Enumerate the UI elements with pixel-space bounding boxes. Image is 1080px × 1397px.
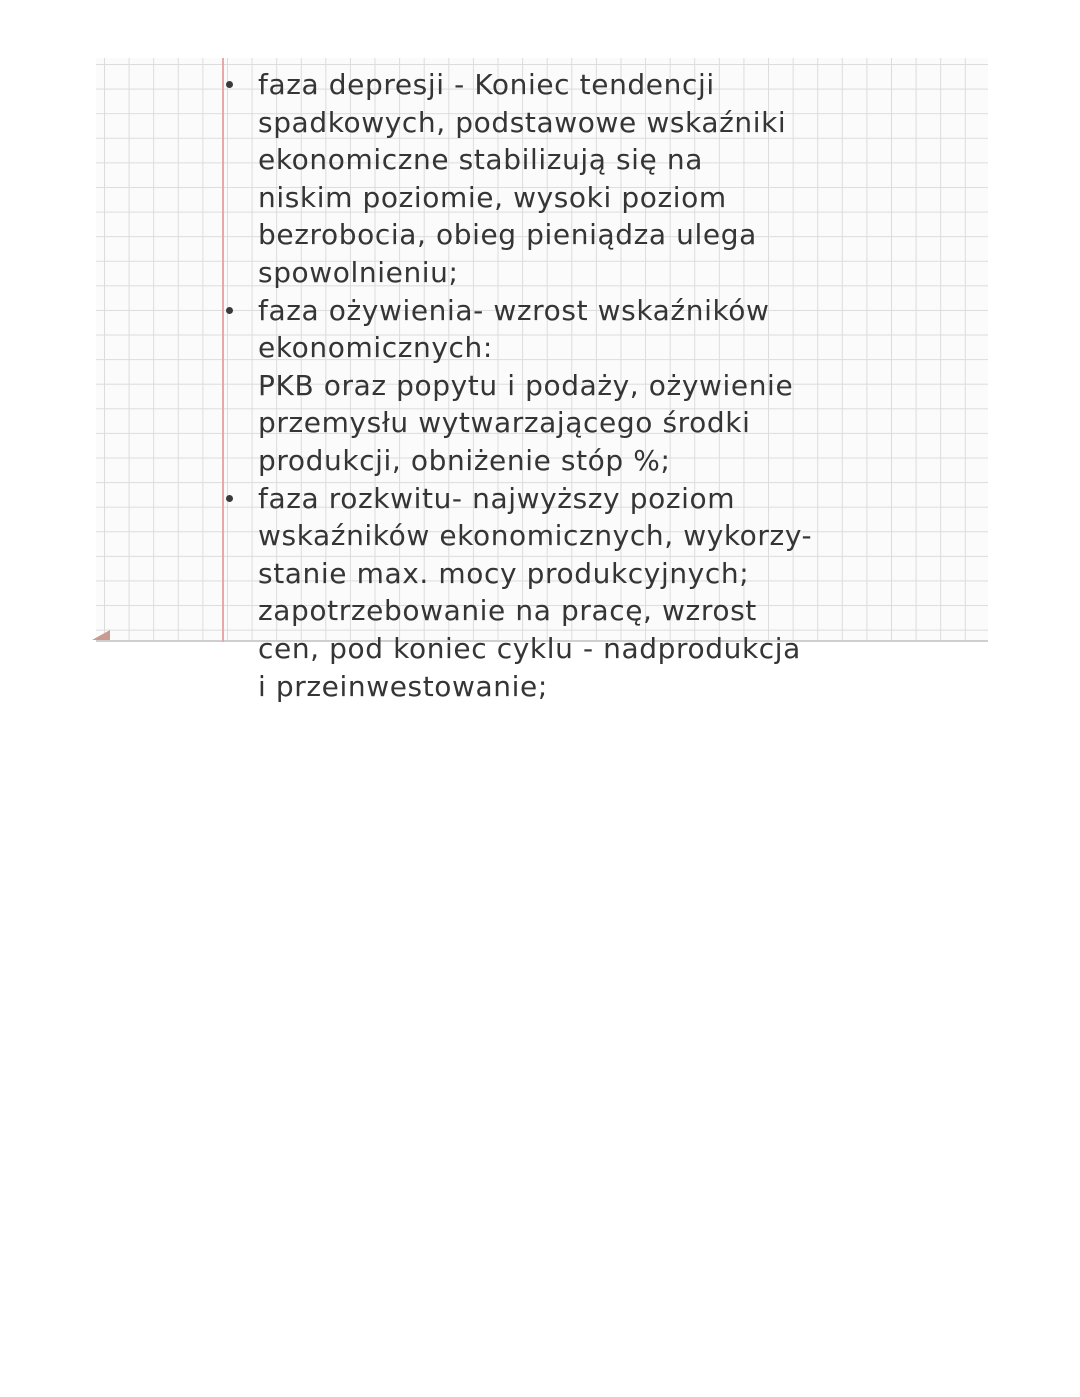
bullet-item-depression xyxy=(258,66,988,292)
bullet-dot-icon xyxy=(226,307,233,314)
note-line: wskaźników ekonomicznych, wykorzy- xyxy=(258,519,813,553)
note-line: stanie max. mocy produkcyjnych; xyxy=(258,556,750,590)
note-line: ekonomiczne stabilizują się na xyxy=(258,143,703,177)
note-line: faza rozkwitu- najwyższy poziom xyxy=(258,481,736,515)
margin-line xyxy=(222,58,224,642)
note-line: spadkowych, podstawowe wskaźniki xyxy=(258,105,787,139)
bullet-item-boom xyxy=(258,480,988,706)
bullet-dot-icon xyxy=(226,495,233,502)
note-line: cen, pod koniec cyklu - nadprodukcja xyxy=(258,631,801,665)
handwritten-notes xyxy=(258,66,988,705)
note-line: produkcji, obniżenie stóp %; xyxy=(258,443,671,477)
note-line: przemysłu wytwarzającego środki xyxy=(258,406,751,440)
bullet-item-recovery xyxy=(258,292,988,480)
note-line: i przeinwestowanie; xyxy=(258,669,548,703)
note-line: PKB oraz popytu i podaży, ożywienie xyxy=(258,368,794,402)
note-line: zapotrzebowanie na pracę, wzrost xyxy=(258,594,757,628)
note-line: spowolnieniu; xyxy=(258,255,459,289)
note-line: faza ożywienia- wzrost wskaźników xyxy=(258,293,770,327)
note-line: ekonomicznych: xyxy=(258,331,493,365)
note-line: faza depresji - Koniec tendencji xyxy=(258,68,715,101)
note-line: bezrobocia, obieg pieniądza ulega xyxy=(258,218,757,252)
bullet-dot-icon xyxy=(226,81,233,88)
note-line: niskim poziomie, wysoki poziom xyxy=(258,180,727,214)
